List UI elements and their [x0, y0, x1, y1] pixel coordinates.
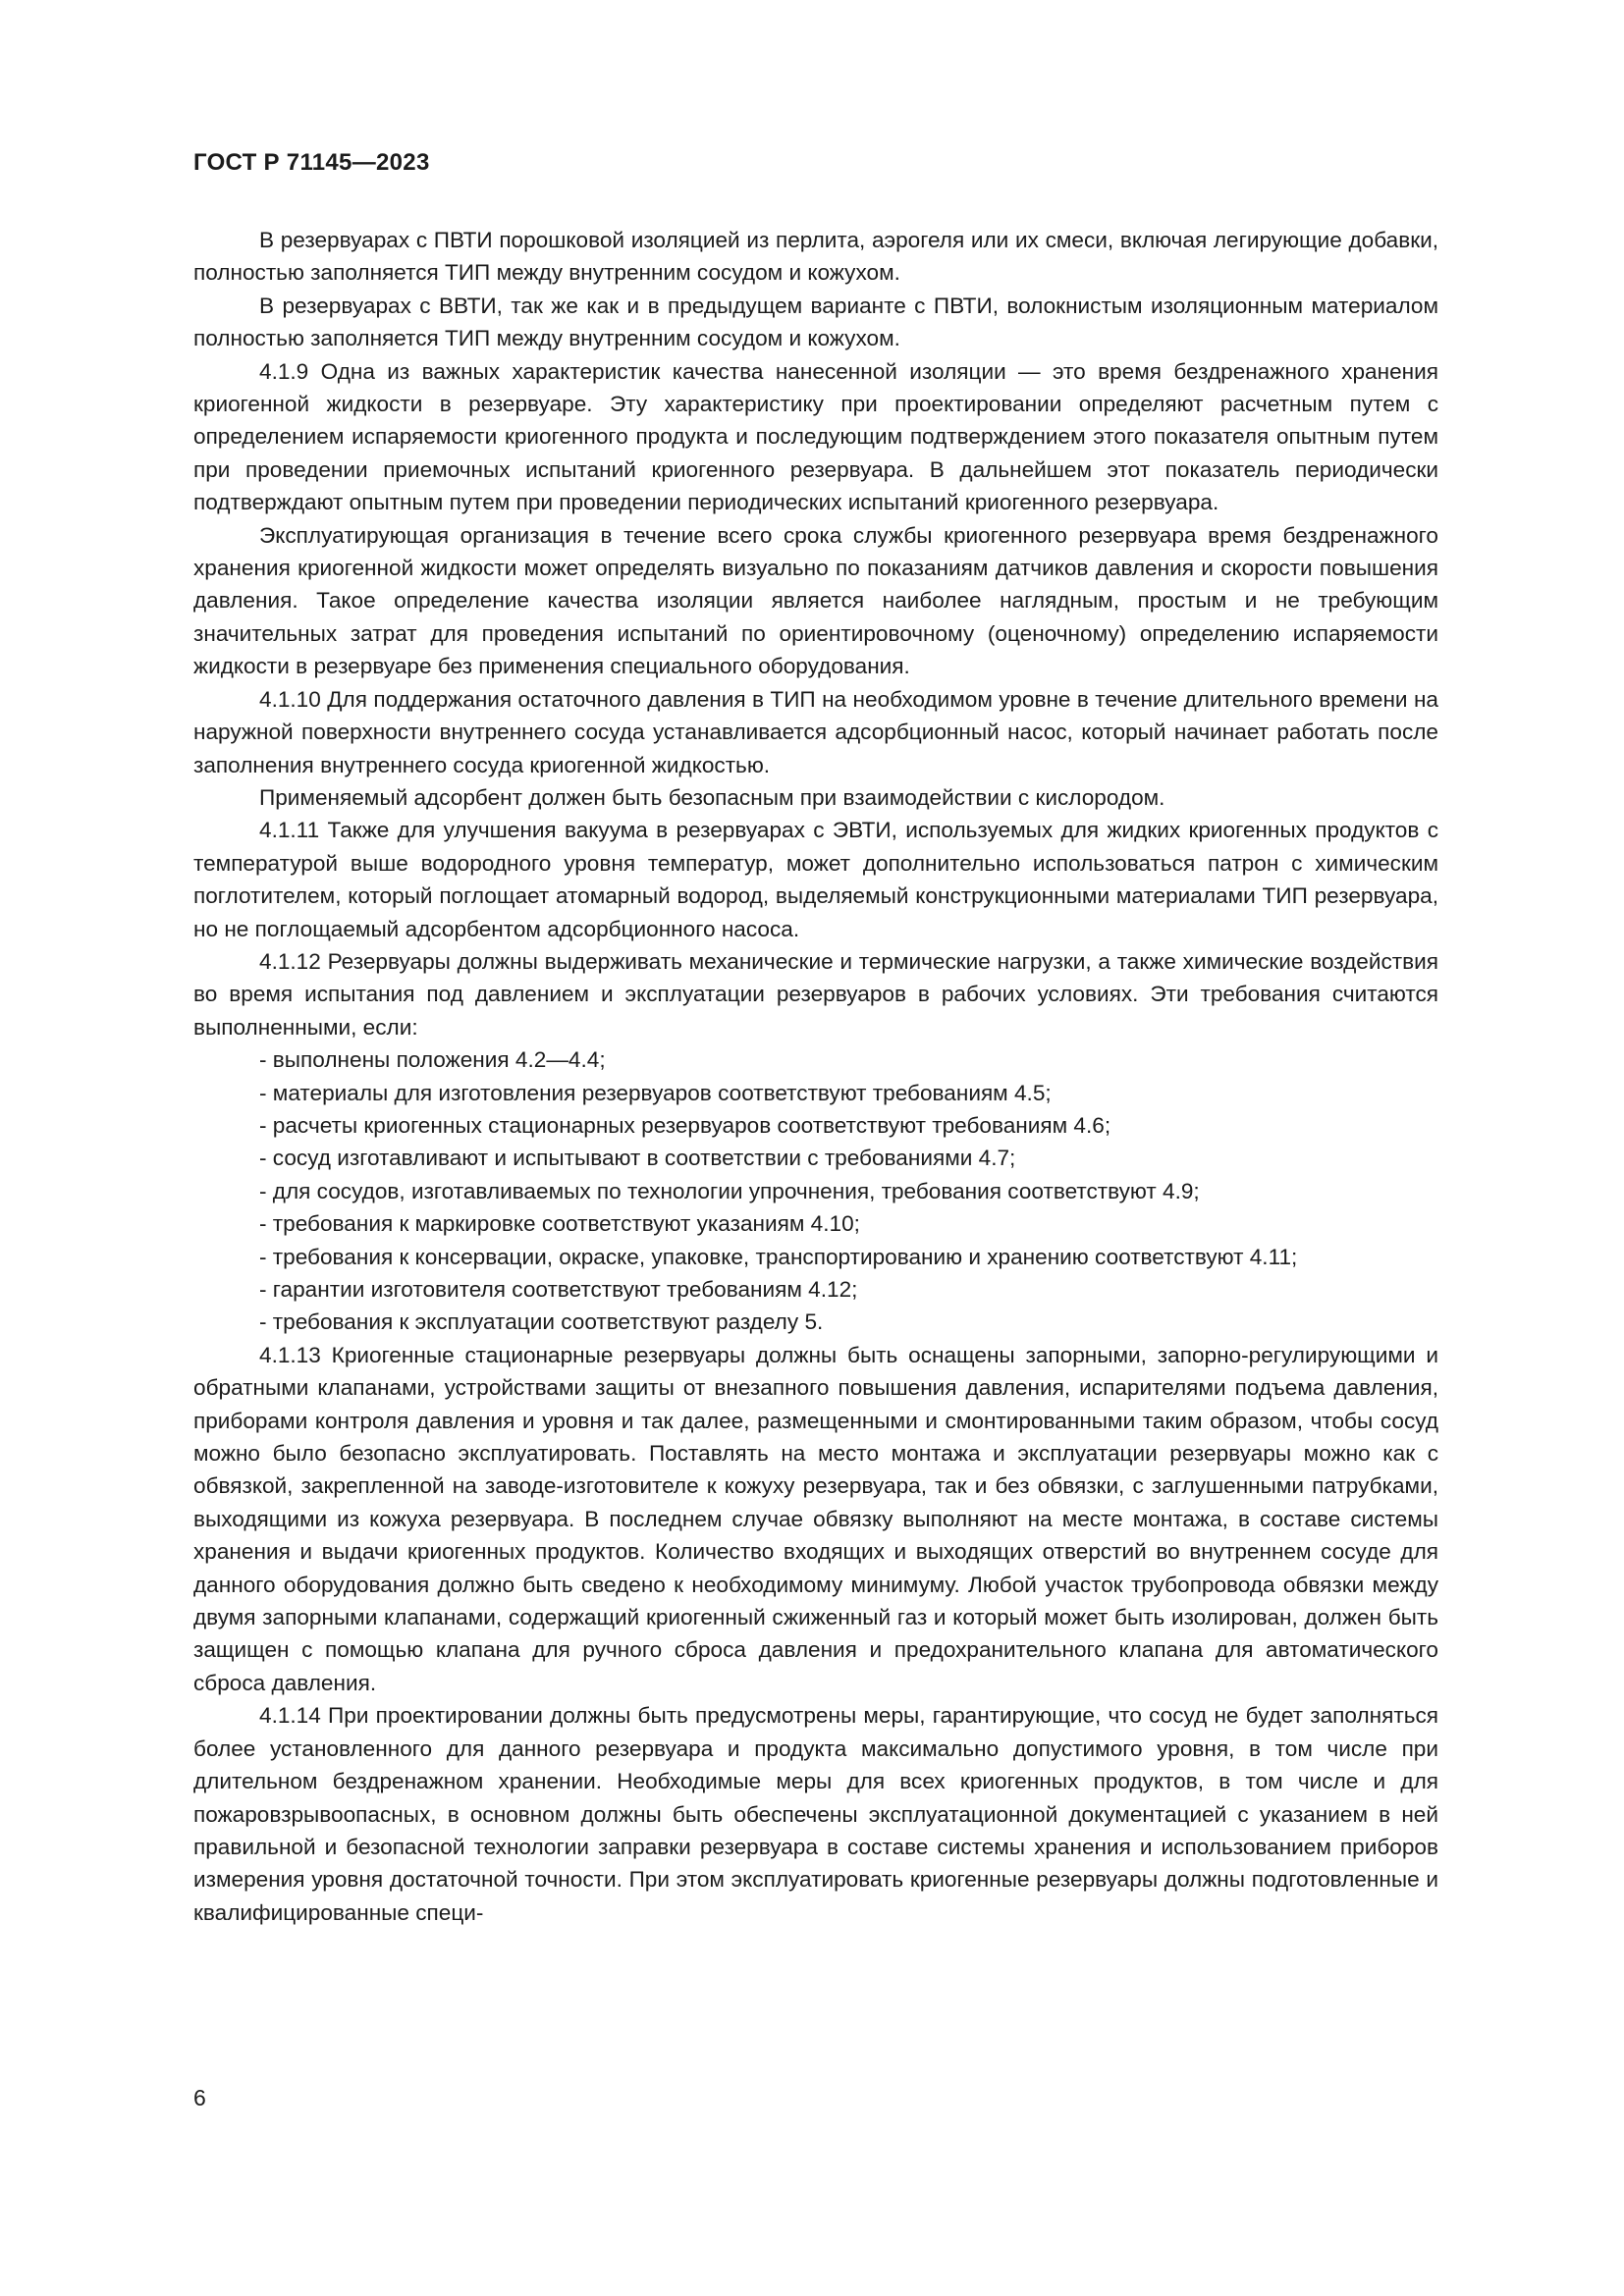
- list-item: - расчеты криогенных стационарных резервуаров соответствуют требованиям 4.6;: [259, 1112, 1111, 1138]
- list-item: - выполнены положения 4.2—4.4;: [259, 1047, 606, 1073]
- list-item: - требования к маркировке соответствуют указаниям 4.10;: [259, 1211, 860, 1237]
- paragraph-4-1-12: 4.1.12 Резервуары должны выдерживать механические и термические нагрузки, а также химические воздействия во время испытания под давлением и эксплуатации резервуаров в рабочих условиях. Эти требования считаются выполненными, если:: [193, 948, 1438, 1040]
- paragraph: В резервуарах с ВВТИ, так же как и в предыдущем варианте с ПВТИ, волокнистым изоляционным материалом полностью заполняется ТИП между внутренним сосудом и кожухом.: [193, 293, 1438, 351]
- document-body: [193, 224, 1438, 1929]
- list-item: - гарантии изготовителя соответствуют требованиям 4.12;: [259, 1277, 858, 1302]
- list-item: - требования к консервации, окраске, упаковке, транспортированию и хранению соответствуют 4.11;: [259, 1244, 1298, 1269]
- list-item: - требования к эксплуатации соответствуют разделу 5.: [259, 1309, 824, 1335]
- paragraph: В резервуарах с ПВТИ порошковой изоляцией из перлита, аэрогеля или их смеси, включая легирующие добавки, полностью заполняется ТИП между внутренним сосудом и кожухом.: [193, 228, 1438, 286]
- list-item: - материалы для изготовления резервуаров соответствуют требованиям 4.5;: [259, 1080, 1052, 1105]
- paragraph-4-1-9: 4.1.9 Одна из важных характеристик качества нанесенной изоляции — это время бездренажного хранения криогенной жидкости в резервуаре. Эту характеристику при проектировании определяют расчетным путем с определением испаряемости криогенного продукта и последующим подтверждением этого показателя опытным путем при проведении приемочных испытаний криогенного резервуара. В дальнейшем этот показатель периодически подтверждают опытным путем при проведении периодических испытаний криогенного резервуара.: [193, 358, 1438, 515]
- list-item: - сосуд изготавливают и испытывают в соответствии с требованиями 4.7;: [259, 1146, 1016, 1171]
- paragraph: Применяемый адсорбент должен быть безопасным при взаимодействии с кислородом.: [259, 784, 1165, 810]
- paragraph-4-1-10: 4.1.10 Для поддержания остаточного давления в ТИП на необходимом уровне в течение длительного времени на наружной поверхности внутреннего сосуда устанавливается адсорбционный насос, который начинает работать после заполнения внутреннего сосуда криогенной жидкостью.: [193, 686, 1438, 777]
- paragraph-4-1-13: 4.1.13 Криогенные стационарные резервуары должны быть оснащены запорными, запорно-регулирующими и обратными клапанами, устройствами защиты от внезапного повышения давления, испарителями подъема давления, приборами контроля давления и уровня и так далее, размещенными и смонтированными таким образом, чтобы сосуд можно было безопасно эксплуатировать. Поставлять на место монтажа и эксплуатации резервуары можно как с обвязкой, закрепленной на заводе-изготовителе к кожуху резервуара, так и без обвязки, с заглушенными патрубками, выходящими из кожуха резервуара. В последнем случае обвязку выполняют на месте монтажа, в составе системы хранения и выдачи криогенных продуктов. Количество входящих и выходящих отверстий во внутреннем сосуде для данного оборудования должно быть сведено к необходимому минимуму. Любой участок трубопровода обвязки между двумя запорными клапанами, содержащий криогенный сжиженный газ и который может быть изолирован, должен быть защищен с помощью клапана для ручного сброса давления и предохранительного клапана для автоматического сброса давления.: [193, 1342, 1438, 1695]
- page-number: 6: [193, 2085, 206, 2110]
- paragraph-4-1-11: 4.1.11 Также для улучшения вакуума в резервуарах с ЭВТИ, используемых для жидких криогенных продуктов с температурой выше водородного уровня температур, может дополнительно использоваться патрон с химическим поглотителем, который поглощает атомарный водород, выделяемый конструкционными материалами ТИП резервуара, но не поглощаемый адсорбентом адсорбционного насоса.: [193, 818, 1438, 941]
- paragraph-4-1-14: 4.1.14 При проектировании должны быть предусмотрены меры, гарантирующие, что сосуд не будет заполняться более установленного для данного резервуара и продукта максимально допустимого уровня, в том числе при длительном бездренажном хранении. Необходимые меры для всех криогенных продуктов, в том числе и для пожаровзрывоопасных, в основном должны быть обеспечены эксплуатационной документацией с указанием в ней правильной и безопасной технологии заправки резервуара в составе системы хранения и использованием приборов измерения уровня достаточной точности. При этом эксплуатировать криогенные резервуары должны подготовленные и квалифицированные специ-: [193, 1703, 1438, 1925]
- paragraph: Эксплуатирующая организация в течение всего срока службы криогенного резервуара время бездренажного хранения криогенной жидкости может определять визуально по показаниям датчиков давления и скорости повышения давления. Такое определение качества изоляции является наиболее наглядным, простым и не требующим значительных затрат для проведения испытаний по ориентировочному (оценочному) определению испаряемости жидкости в резервуаре без применения специального оборудования.: [193, 522, 1438, 679]
- list-item: - для сосудов, изготавливаемых по технологии упрочнения, требования соответствуют 4.9;: [259, 1178, 1200, 1203]
- document-header: ГОСТ Р 71145—2023: [193, 149, 430, 176]
